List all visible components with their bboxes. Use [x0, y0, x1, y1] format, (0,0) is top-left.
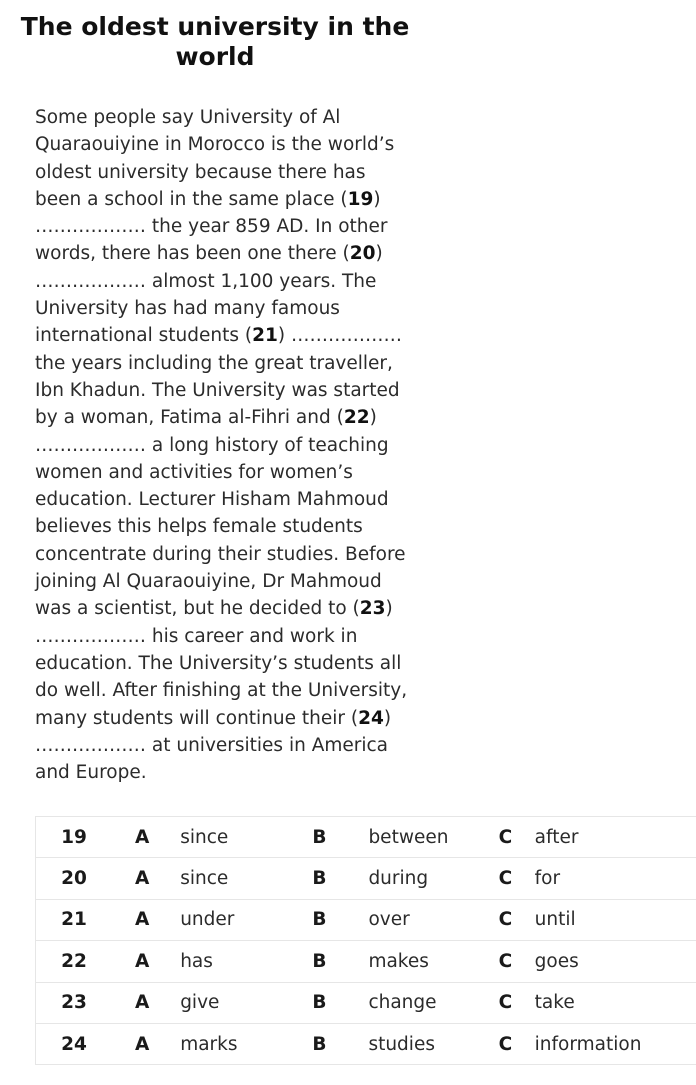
- option-a[interactable]: under: [172, 899, 278, 940]
- passage-text: ) ……………… a long history of teaching women and activities for women’s education. Lecturer Hisham Mahmoud believes this helps female students concentrate during their studies. Before joining Al Quaraouiyine, Dr Mahmoud was a scientist, but he decided to (: [35, 407, 406, 620]
- option-c[interactable]: take: [535, 982, 696, 1023]
- option-a[interactable]: since: [172, 817, 278, 858]
- page-title: The oldest university in the world: [20, 12, 410, 71]
- option-letter-a: A: [112, 941, 172, 982]
- option-letter-a: A: [112, 982, 172, 1023]
- option-letter-b: B: [278, 817, 360, 858]
- option-b[interactable]: studies: [360, 1023, 498, 1064]
- gap-number: 24: [358, 707, 384, 729]
- gap-number: 19: [347, 188, 374, 210]
- option-letter-c: C: [499, 899, 535, 940]
- option-c[interactable]: information: [535, 1023, 696, 1064]
- question-row: [36, 858, 696, 899]
- option-c[interactable]: goes: [535, 941, 696, 982]
- answer-options-table: [35, 816, 696, 1065]
- option-letter-b: B: [278, 899, 360, 940]
- option-b[interactable]: over: [360, 899, 498, 940]
- option-letter-b: B: [278, 982, 360, 1023]
- gap-number: 23: [359, 598, 386, 620]
- option-c[interactable]: for: [535, 858, 696, 899]
- question-row: [36, 899, 696, 940]
- option-a[interactable]: has: [172, 941, 278, 982]
- question-number: 21: [36, 899, 113, 940]
- question-row: [36, 982, 696, 1023]
- question-row: [36, 941, 696, 982]
- passage-text: ) ……………… the year 859 AD. In other words, there has been one there (: [35, 188, 388, 265]
- option-a[interactable]: give: [172, 982, 278, 1023]
- option-b[interactable]: between: [360, 817, 498, 858]
- option-letter-c: C: [499, 1023, 535, 1064]
- option-letter-b: B: [278, 1023, 360, 1064]
- option-a[interactable]: since: [172, 858, 278, 899]
- gap-number: 22: [343, 407, 370, 429]
- option-letter-a: A: [112, 1023, 172, 1064]
- option-letter-b: B: [278, 858, 360, 899]
- passage-text: ) ……………… almost 1,100 years. The University has had many famous international students (: [35, 243, 383, 347]
- question-number: 19: [36, 817, 113, 858]
- question-number: 23: [36, 982, 113, 1023]
- option-letter-c: C: [499, 817, 535, 858]
- question-number: 22: [36, 941, 113, 982]
- gap-number: 20: [349, 243, 376, 265]
- option-letter-a: A: [112, 899, 172, 940]
- option-letter-c: C: [499, 858, 535, 899]
- option-a[interactable]: marks: [172, 1023, 278, 1064]
- question-number: 20: [36, 858, 113, 899]
- question-number: 24: [36, 1023, 113, 1064]
- option-b[interactable]: change: [360, 982, 498, 1023]
- option-c[interactable]: until: [535, 899, 696, 940]
- passage-text: ) ……………… his career and work in education. The University’s students all do well. After finishing at the University, many students will continue their (: [35, 598, 408, 729]
- option-letter-b: B: [278, 941, 360, 982]
- question-row: [36, 1023, 696, 1064]
- option-b[interactable]: during: [360, 858, 498, 899]
- option-letter-c: C: [499, 941, 535, 982]
- option-letter-a: A: [112, 817, 172, 858]
- option-b[interactable]: makes: [360, 941, 498, 982]
- reading-passage: [35, 104, 415, 786]
- passage-text: Some people say University of Al Quaraouiyine in Morocco is the world’s oldest university because there has been a school in the same place (: [35, 107, 395, 210]
- option-c[interactable]: after: [535, 817, 696, 858]
- gap-number: 21: [252, 325, 278, 347]
- option-letter-c: C: [499, 982, 535, 1023]
- question-row: [36, 817, 696, 858]
- passage-text: ) ……………… at universities in America and Europe.: [35, 707, 392, 784]
- passage-text: ) ……………… the years including the great traveller, Ibn Khadun. The University was started by a woman, Fatima al-Fihri and (: [35, 325, 402, 429]
- option-letter-a: A: [112, 858, 172, 899]
